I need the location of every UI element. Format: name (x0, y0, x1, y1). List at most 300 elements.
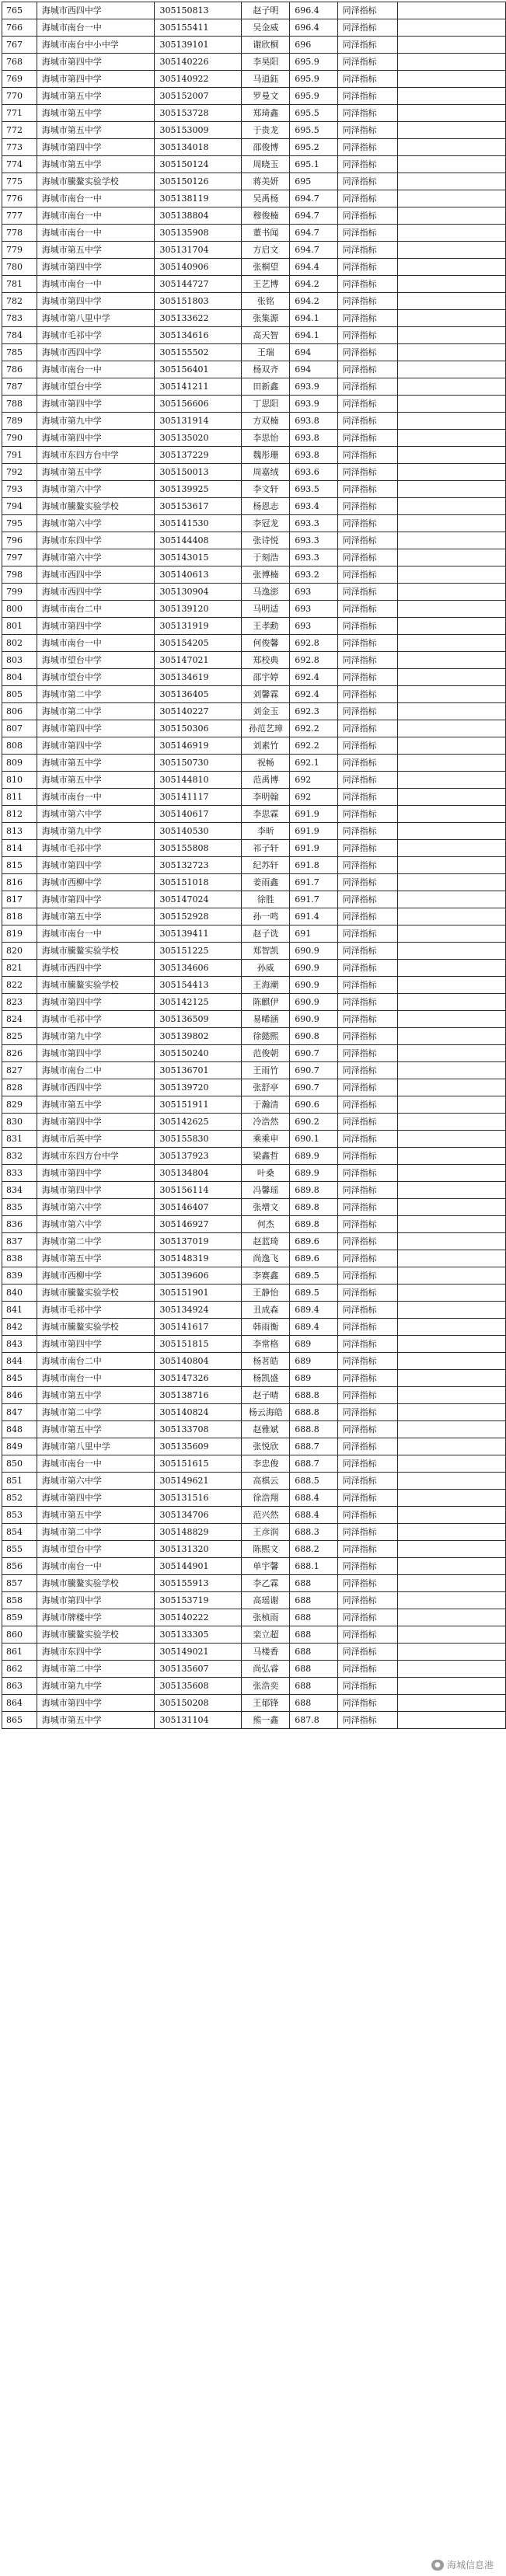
school-cell: 海城市第四中学 (37, 54, 155, 71)
student-id-cell: 305134616 (155, 327, 242, 344)
program-cell: 同泽指标 (337, 1336, 397, 1353)
student-id-cell: 305150730 (155, 755, 242, 772)
table-row (2, 1541, 506, 1558)
table-row (2, 1609, 506, 1626)
table-row (2, 1695, 506, 1712)
empty-cell (397, 789, 505, 806)
rank-cell: 824 (2, 1011, 37, 1028)
rank-cell: 798 (2, 566, 37, 584)
table-row (2, 652, 506, 669)
table-row (2, 481, 506, 498)
school-cell: 海城市第九中学 (37, 1678, 155, 1695)
empty-cell (397, 1387, 505, 1404)
name-cell: 罗曼文 (242, 88, 290, 105)
program-cell: 同泽指标 (337, 207, 397, 225)
student-id-cell: 305153009 (155, 122, 242, 139)
score-cell: 694.7 (290, 207, 337, 225)
table-row (2, 549, 506, 566)
empty-cell (397, 1626, 505, 1644)
program-cell: 同泽指标 (337, 737, 397, 755)
rank-cell: 811 (2, 789, 37, 806)
program-cell: 同泽指标 (337, 1182, 397, 1199)
score-cell: 695.1 (290, 156, 337, 173)
table-row (2, 156, 506, 173)
student-id-cell: 305146407 (155, 1199, 242, 1216)
table-row (2, 515, 506, 532)
rank-cell: 841 (2, 1302, 37, 1319)
table-row (2, 1626, 506, 1644)
rank-cell: 835 (2, 1199, 37, 1216)
rank-cell: 774 (2, 156, 37, 173)
program-cell: 同泽指标 (337, 1524, 397, 1541)
program-cell: 同泽指标 (337, 71, 397, 88)
name-cell: 杨凯盛 (242, 1370, 290, 1387)
watermark-label: 海城信息港 (446, 2560, 494, 2571)
student-id-cell: 305137923 (155, 1148, 242, 1165)
empty-cell (397, 1062, 505, 1079)
empty-cell (397, 1011, 505, 1028)
rank-cell: 781 (2, 276, 37, 293)
school-cell: 海城市西四中学 (37, 584, 155, 601)
table-row (2, 1712, 506, 1729)
table-row (2, 19, 506, 37)
program-cell: 同泽指标 (337, 361, 397, 378)
school-cell: 海城市南台一中 (37, 225, 155, 242)
table-row (2, 464, 506, 481)
rank-cell: 850 (2, 1455, 37, 1473)
student-id-cell: 305154205 (155, 635, 242, 652)
student-id-cell: 305147326 (155, 1370, 242, 1387)
school-cell: 海城市第六中学 (37, 1199, 155, 1216)
name-cell: 张集源 (242, 310, 290, 327)
score-cell: 688.8 (290, 1421, 337, 1438)
name-cell: 易晞涵 (242, 1011, 290, 1028)
empty-cell (397, 566, 505, 584)
student-id-cell: 305134619 (155, 669, 242, 686)
student-id-cell: 305140227 (155, 703, 242, 720)
score-cell: 696.4 (290, 2, 337, 19)
rank-cell: 840 (2, 1285, 37, 1302)
student-id-cell: 305131914 (155, 413, 242, 430)
name-cell: 孙一鸣 (242, 908, 290, 925)
score-cell: 689.6 (290, 1233, 337, 1250)
program-cell: 同泽指标 (337, 310, 397, 327)
table-row (2, 1438, 506, 1455)
program-cell: 同泽指标 (337, 549, 397, 566)
name-cell: 于刻浩 (242, 549, 290, 566)
empty-cell (397, 37, 505, 54)
empty-cell (397, 806, 505, 823)
table-row (2, 1592, 506, 1609)
rank-cell: 854 (2, 1524, 37, 1541)
program-cell: 同泽指标 (337, 1353, 397, 1370)
name-cell: 赵雅斌 (242, 1421, 290, 1438)
student-id-cell: 305139802 (155, 1028, 242, 1045)
school-cell: 海城市西四中学 (37, 1079, 155, 1096)
program-cell: 同泽指标 (337, 1507, 397, 1524)
empty-cell (397, 1336, 505, 1353)
school-cell: 海城市第四中学 (37, 891, 155, 908)
score-cell: 690.9 (290, 977, 337, 994)
empty-cell (397, 54, 505, 71)
rank-cell: 829 (2, 1096, 37, 1114)
program-cell: 同泽指标 (337, 259, 397, 276)
score-cell: 690.7 (290, 1062, 337, 1079)
score-cell: 688.7 (290, 1438, 337, 1455)
name-cell: 田新鑫 (242, 378, 290, 396)
school-cell: 海城市东四中学 (37, 1644, 155, 1661)
name-cell: 张悦欣 (242, 1438, 290, 1455)
table-row (2, 1421, 506, 1438)
name-cell: 单宇馨 (242, 1558, 290, 1575)
student-id-cell: 305139606 (155, 1267, 242, 1285)
name-cell: 杨茗皓 (242, 1353, 290, 1370)
rank-cell: 809 (2, 755, 37, 772)
empty-cell (397, 105, 505, 122)
program-cell: 同泽指标 (337, 276, 397, 293)
table-row (2, 1387, 506, 1404)
table-row (2, 823, 506, 840)
name-cell: 高棋云 (242, 1473, 290, 1490)
student-id-cell: 305156114 (155, 1182, 242, 1199)
empty-cell (397, 977, 505, 994)
rank-cell: 865 (2, 1712, 37, 1729)
program-cell: 同泽指标 (337, 823, 397, 840)
name-cell: 栾立超 (242, 1626, 290, 1644)
score-cell: 693.8 (290, 447, 337, 464)
student-id-cell: 305139101 (155, 37, 242, 54)
score-cell: 693.3 (290, 532, 337, 549)
program-cell: 同泽指标 (337, 1678, 397, 1695)
table-row (2, 1114, 506, 1131)
school-cell: 海城市东四中学 (37, 532, 155, 549)
name-cell: 马楼香 (242, 1644, 290, 1661)
empty-cell (397, 293, 505, 310)
table-row (2, 1096, 506, 1114)
table-row (2, 1370, 506, 1387)
school-cell: 海城市第四中学 (37, 1336, 155, 1353)
name-cell: 孙范艺璋 (242, 720, 290, 737)
empty-cell (397, 1609, 505, 1626)
name-cell: 赵子诜 (242, 925, 290, 943)
score-cell: 693.9 (290, 378, 337, 396)
student-id-cell: 305156401 (155, 361, 242, 378)
rank-cell: 770 (2, 88, 37, 105)
program-cell: 同泽指标 (337, 139, 397, 156)
student-id-cell: 305135609 (155, 1438, 242, 1455)
school-cell: 海城市第六中学 (37, 1473, 155, 1490)
empty-cell (397, 1370, 505, 1387)
student-id-cell: 305151803 (155, 293, 242, 310)
name-cell: 何杰 (242, 1216, 290, 1233)
table-row (2, 344, 506, 361)
score-cell: 689.8 (290, 1182, 337, 1199)
table-row (2, 737, 506, 755)
score-cell: 691.9 (290, 823, 337, 840)
rank-cell: 780 (2, 259, 37, 276)
name-cell: 刘金玉 (242, 703, 290, 720)
name-cell: 郑智凯 (242, 943, 290, 960)
rank-cell: 819 (2, 925, 37, 943)
table-row (2, 925, 506, 943)
student-id-cell: 305150124 (155, 156, 242, 173)
program-cell: 同泽指标 (337, 190, 397, 207)
table-row (2, 1011, 506, 1028)
school-cell: 海城市第六中学 (37, 806, 155, 823)
empty-cell (397, 156, 505, 173)
name-cell: 孙威 (242, 960, 290, 977)
school-cell: 海城市南台二中 (37, 601, 155, 618)
empty-cell (397, 276, 505, 293)
name-cell: 马逸澎 (242, 584, 290, 601)
empty-cell (397, 925, 505, 943)
school-cell: 海城市后英中学 (37, 1131, 155, 1148)
student-id-cell: 305147021 (155, 652, 242, 669)
score-cell: 694.2 (290, 293, 337, 310)
student-id-cell: 305135608 (155, 1678, 242, 1695)
table-row (2, 242, 506, 259)
student-id-cell: 305137229 (155, 447, 242, 464)
table-row (2, 225, 506, 242)
name-cell: 李思怡 (242, 430, 290, 447)
score-cell: 690.9 (290, 1011, 337, 1028)
school-cell: 海城市第二中学 (37, 1524, 155, 1541)
student-id-cell: 305140613 (155, 566, 242, 584)
empty-cell (397, 88, 505, 105)
empty-cell (397, 310, 505, 327)
school-cell: 海城市第四中学 (37, 139, 155, 156)
school-cell: 海城市第五中学 (37, 755, 155, 772)
rank-cell: 830 (2, 1114, 37, 1131)
score-cell: 690.2 (290, 1114, 337, 1131)
student-id-cell: 305148829 (155, 1524, 242, 1541)
name-cell: 冯馨瑶 (242, 1182, 290, 1199)
rank-cell: 801 (2, 618, 37, 635)
student-id-cell: 305149621 (155, 1473, 242, 1490)
student-id-cell: 305153728 (155, 105, 242, 122)
name-cell: 张铭 (242, 293, 290, 310)
table-row (2, 327, 506, 344)
rank-cell: 768 (2, 54, 37, 71)
score-cell: 688.7 (290, 1455, 337, 1473)
rank-cell: 805 (2, 686, 37, 703)
program-cell: 同泽指标 (337, 1302, 397, 1319)
name-cell: 张舒亭 (242, 1079, 290, 1096)
program-cell: 同泽指标 (337, 789, 397, 806)
name-cell: 张浩奕 (242, 1678, 290, 1695)
program-cell: 同泽指标 (337, 344, 397, 361)
school-cell: 海城市第六中学 (37, 1216, 155, 1233)
school-cell: 海城市毛祁中学 (37, 1011, 155, 1028)
school-cell: 海城市西柳中学 (37, 874, 155, 891)
school-cell: 海城市第八里中学 (37, 1438, 155, 1455)
rank-cell: 765 (2, 2, 37, 19)
program-cell: 同泽指标 (337, 37, 397, 54)
table-row (2, 703, 506, 720)
name-cell: 冷浩然 (242, 1114, 290, 1131)
student-id-cell: 305131704 (155, 242, 242, 259)
program-cell: 同泽指标 (337, 1028, 397, 1045)
program-cell: 同泽指标 (337, 1473, 397, 1490)
table-row (2, 1148, 506, 1165)
table-row (2, 1661, 506, 1678)
program-cell: 同泽指标 (337, 635, 397, 652)
program-cell: 同泽指标 (337, 1062, 397, 1079)
score-cell: 696 (290, 37, 337, 54)
name-cell: 吴禹杨 (242, 190, 290, 207)
name-cell: 周晓玉 (242, 156, 290, 173)
empty-cell (397, 1353, 505, 1370)
score-cell: 694.2 (290, 276, 337, 293)
empty-cell (397, 652, 505, 669)
student-id-cell: 305140906 (155, 259, 242, 276)
student-id-cell: 305150240 (155, 1045, 242, 1062)
empty-cell (397, 515, 505, 532)
empty-cell (397, 857, 505, 874)
student-id-cell: 305151225 (155, 943, 242, 960)
program-cell: 同泽指标 (337, 515, 397, 532)
empty-cell (397, 1644, 505, 1661)
empty-cell (397, 498, 505, 515)
rank-cell: 769 (2, 71, 37, 88)
school-cell: 海城市毛祁中学 (37, 327, 155, 344)
rank-cell: 857 (2, 1575, 37, 1592)
program-cell: 同泽指标 (337, 960, 397, 977)
rank-cell: 783 (2, 310, 37, 327)
score-cell: 691 (290, 925, 337, 943)
empty-cell (397, 1148, 505, 1165)
school-cell: 海城市第五中学 (37, 122, 155, 139)
name-cell: 徐懿熙 (242, 1028, 290, 1045)
name-cell: 马明适 (242, 601, 290, 618)
name-cell: 王孝勳 (242, 618, 290, 635)
empty-cell (397, 1216, 505, 1233)
program-cell: 同泽指标 (337, 1199, 397, 1216)
table-row (2, 720, 506, 737)
score-cell: 689.4 (290, 1319, 337, 1336)
score-cell: 689 (290, 1336, 337, 1353)
program-cell: 同泽指标 (337, 703, 397, 720)
table-row (2, 1319, 506, 1336)
student-id-cell: 305134606 (155, 960, 242, 977)
empty-cell (397, 2, 505, 19)
rank-cell: 778 (2, 225, 37, 242)
name-cell: 马逍鈺 (242, 71, 290, 88)
score-cell: 692.2 (290, 720, 337, 737)
empty-cell (397, 1455, 505, 1473)
program-cell: 同泽指标 (337, 1455, 397, 1473)
name-cell: 李思霖 (242, 806, 290, 823)
program-cell: 同泽指标 (337, 1609, 397, 1626)
program-cell: 同泽指标 (337, 1114, 397, 1131)
program-cell: 同泽指标 (337, 1404, 397, 1421)
rank-cell: 812 (2, 806, 37, 823)
name-cell: 方双楠 (242, 413, 290, 430)
school-cell: 海城市第四中学 (37, 259, 155, 276)
rank-cell: 862 (2, 1661, 37, 1678)
empty-cell (397, 225, 505, 242)
student-id-cell: 305134706 (155, 1507, 242, 1524)
table-row (2, 977, 506, 994)
name-cell: 王瑞 (242, 344, 290, 361)
name-cell: 李忠俊 (242, 1455, 290, 1473)
name-cell: 李冠龙 (242, 515, 290, 532)
score-cell: 693.6 (290, 464, 337, 481)
school-cell: 海城市騰鳌实验学校 (37, 977, 155, 994)
student-id-cell: 305146919 (155, 737, 242, 755)
rank-cell: 846 (2, 1387, 37, 1404)
table-row (2, 1182, 506, 1199)
school-cell: 海城市第四中学 (37, 1182, 155, 1199)
student-id-cell: 305138716 (155, 1387, 242, 1404)
school-cell: 海城市南台中小中学 (37, 37, 155, 54)
program-cell: 同泽指标 (337, 1233, 397, 1250)
program-cell: 同泽指标 (337, 1319, 397, 1336)
name-cell: 蒋美妍 (242, 173, 290, 190)
school-cell: 海城市西四中学 (37, 566, 155, 584)
rank-cell: 808 (2, 737, 37, 755)
name-cell: 杨云海皓 (242, 1404, 290, 1421)
name-cell: 韩雨衡 (242, 1319, 290, 1336)
table-row (2, 618, 506, 635)
rank-cell: 858 (2, 1592, 37, 1609)
table-row (2, 88, 506, 105)
rank-cell: 786 (2, 361, 37, 378)
score-cell: 693.3 (290, 549, 337, 566)
student-id-cell: 305135607 (155, 1661, 242, 1678)
school-cell: 海城市騰鳌实验学校 (37, 1319, 155, 1336)
table-row (2, 891, 506, 908)
school-cell: 海城市第四中学 (37, 1165, 155, 1182)
program-cell: 同泽指标 (337, 720, 397, 737)
score-cell: 689.5 (290, 1267, 337, 1285)
rank-cell: 839 (2, 1267, 37, 1285)
empty-cell (397, 823, 505, 840)
rank-cell: 766 (2, 19, 37, 37)
school-cell: 海城市西四中学 (37, 344, 155, 361)
student-id-cell: 305155411 (155, 19, 242, 37)
rank-cell: 859 (2, 1609, 37, 1626)
student-id-cell: 305141617 (155, 1319, 242, 1336)
table-row (2, 71, 506, 88)
student-id-cell: 305154413 (155, 977, 242, 994)
score-cell: 694.4 (290, 259, 337, 276)
rank-cell: 802 (2, 635, 37, 652)
student-id-cell: 305131919 (155, 618, 242, 635)
student-id-cell: 305131104 (155, 1712, 242, 1729)
name-cell: 丁思阳 (242, 396, 290, 413)
rank-cell: 793 (2, 481, 37, 498)
table-row (2, 378, 506, 396)
student-id-cell: 305138804 (155, 207, 242, 225)
empty-cell (397, 1096, 505, 1114)
student-id-cell: 305155502 (155, 344, 242, 361)
school-cell: 海城市第五中学 (37, 1421, 155, 1438)
score-cell: 693.9 (290, 396, 337, 413)
name-cell: 李昊阳 (242, 54, 290, 71)
score-cell: 692 (290, 772, 337, 789)
school-cell: 海城市第六中学 (37, 515, 155, 532)
program-cell: 同泽指标 (337, 396, 397, 413)
school-cell: 海城市第四中学 (37, 618, 155, 635)
empty-cell (397, 344, 505, 361)
school-cell: 海城市騰鳌实验学校 (37, 173, 155, 190)
school-cell: 海城市第二中学 (37, 686, 155, 703)
table-row (2, 1473, 506, 1490)
program-cell: 同泽指标 (337, 1079, 397, 1096)
student-id-cell: 305144727 (155, 276, 242, 293)
score-cell: 693 (290, 584, 337, 601)
